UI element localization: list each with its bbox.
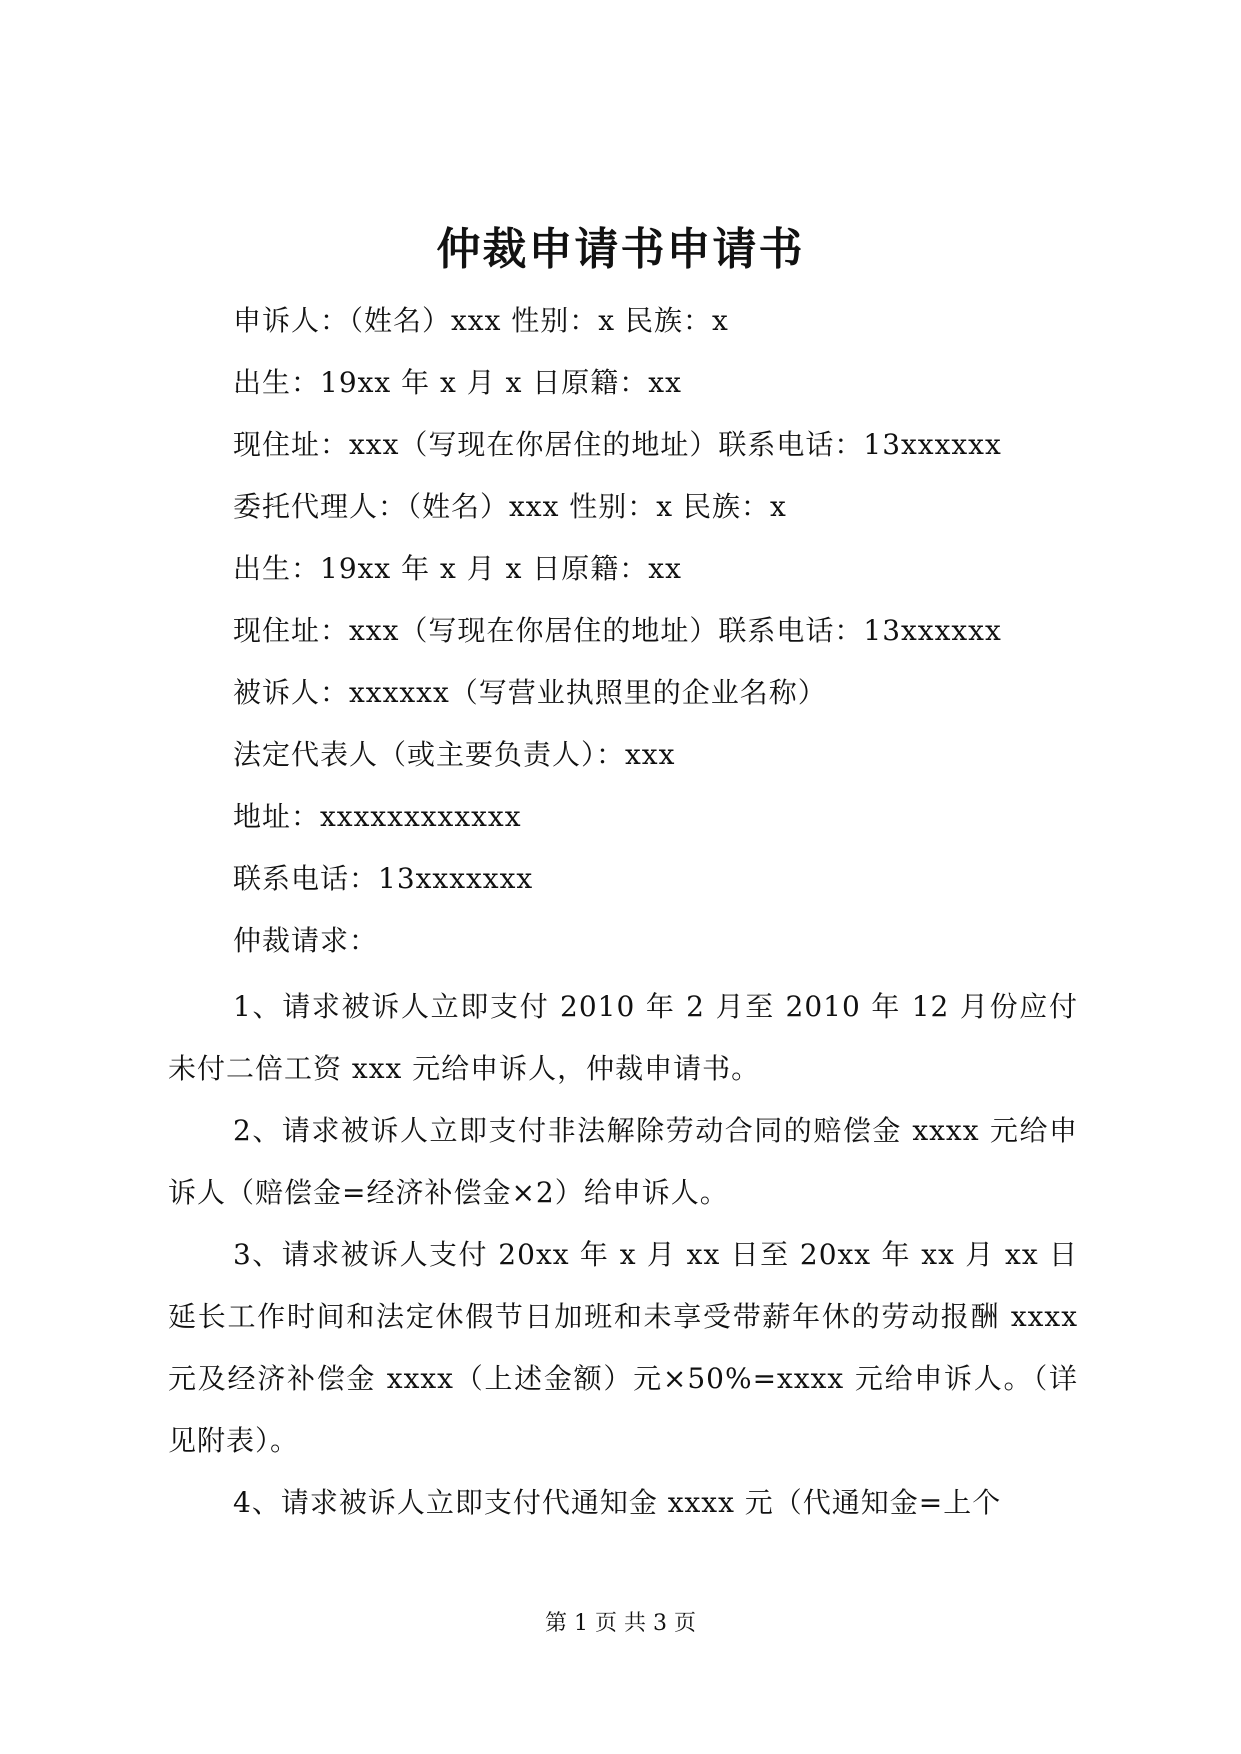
party-info-block (233, 290, 1133, 972)
applicant-address-line: 现住址：xxx（写现在你居住的地址）联系电话：13xxxxxx (233, 428, 1002, 461)
legal-representative-line: 法定代表人（或主要负责人）：xxx (233, 738, 676, 771)
document-title: 仲裁申请书申请书 (436, 224, 805, 275)
respondent-phone-line: 联系电话：13xxxxxxx (233, 862, 534, 895)
claims-block (168, 976, 1078, 1534)
applicant-birth-line: 出生：19xx 年 x 月 x 日原籍：xx (233, 366, 682, 399)
agent-address-line: 现住址：xxx（写现在你居住的地址）联系电话：13xxxxxx (233, 614, 1002, 647)
agent-birth-line: 出生：19xx 年 x 月 x 日原籍：xx (233, 552, 682, 585)
claim-paragraph: 1、请求被诉人立即支付 2010 年 2 月至 2010 年 12 月份应付未付二倍工资 xxx 元给申诉人，仲裁申请书。 (168, 990, 1078, 1085)
claim-paragraph: 3、请求被诉人支付 20xx 年 x 月 xx 日至 20xx 年 xx 月 xx 日延长工作时间和法定休假节日加班和未享受带薪年休的劳动报酬 xxxx 元及经济补偿金 xxxx（上述金额）元×50%=xxxx 元给申诉人。（详见附表）。 (168, 1238, 1078, 1457)
claims-heading: 仲裁请求： (233, 924, 379, 957)
respondent-address-line: 地址：xxxxxxxxxxxx (233, 800, 522, 833)
page-footer: 第 1 页 共 3 页 (545, 1611, 696, 1636)
respondent-line: 被诉人：xxxxxx（写营业执照里的企业名称） (233, 676, 827, 709)
claim-paragraph: 2、请求被诉人立即支付非法解除劳动合同的赔偿金 xxxx 元给申诉人（赔偿金=经济补偿金×2）给申诉人。 (168, 1114, 1078, 1209)
applicant-line: 申诉人：（姓名）xxx 性别：x 民族：x (233, 304, 729, 337)
claim-paragraph: 4、请求被诉人立即支付代通知金 xxxx 元（代通知金=上个 (233, 1486, 1002, 1519)
agent-line: 委托代理人：（姓名）xxx 性别：x 民族：x (233, 490, 787, 523)
